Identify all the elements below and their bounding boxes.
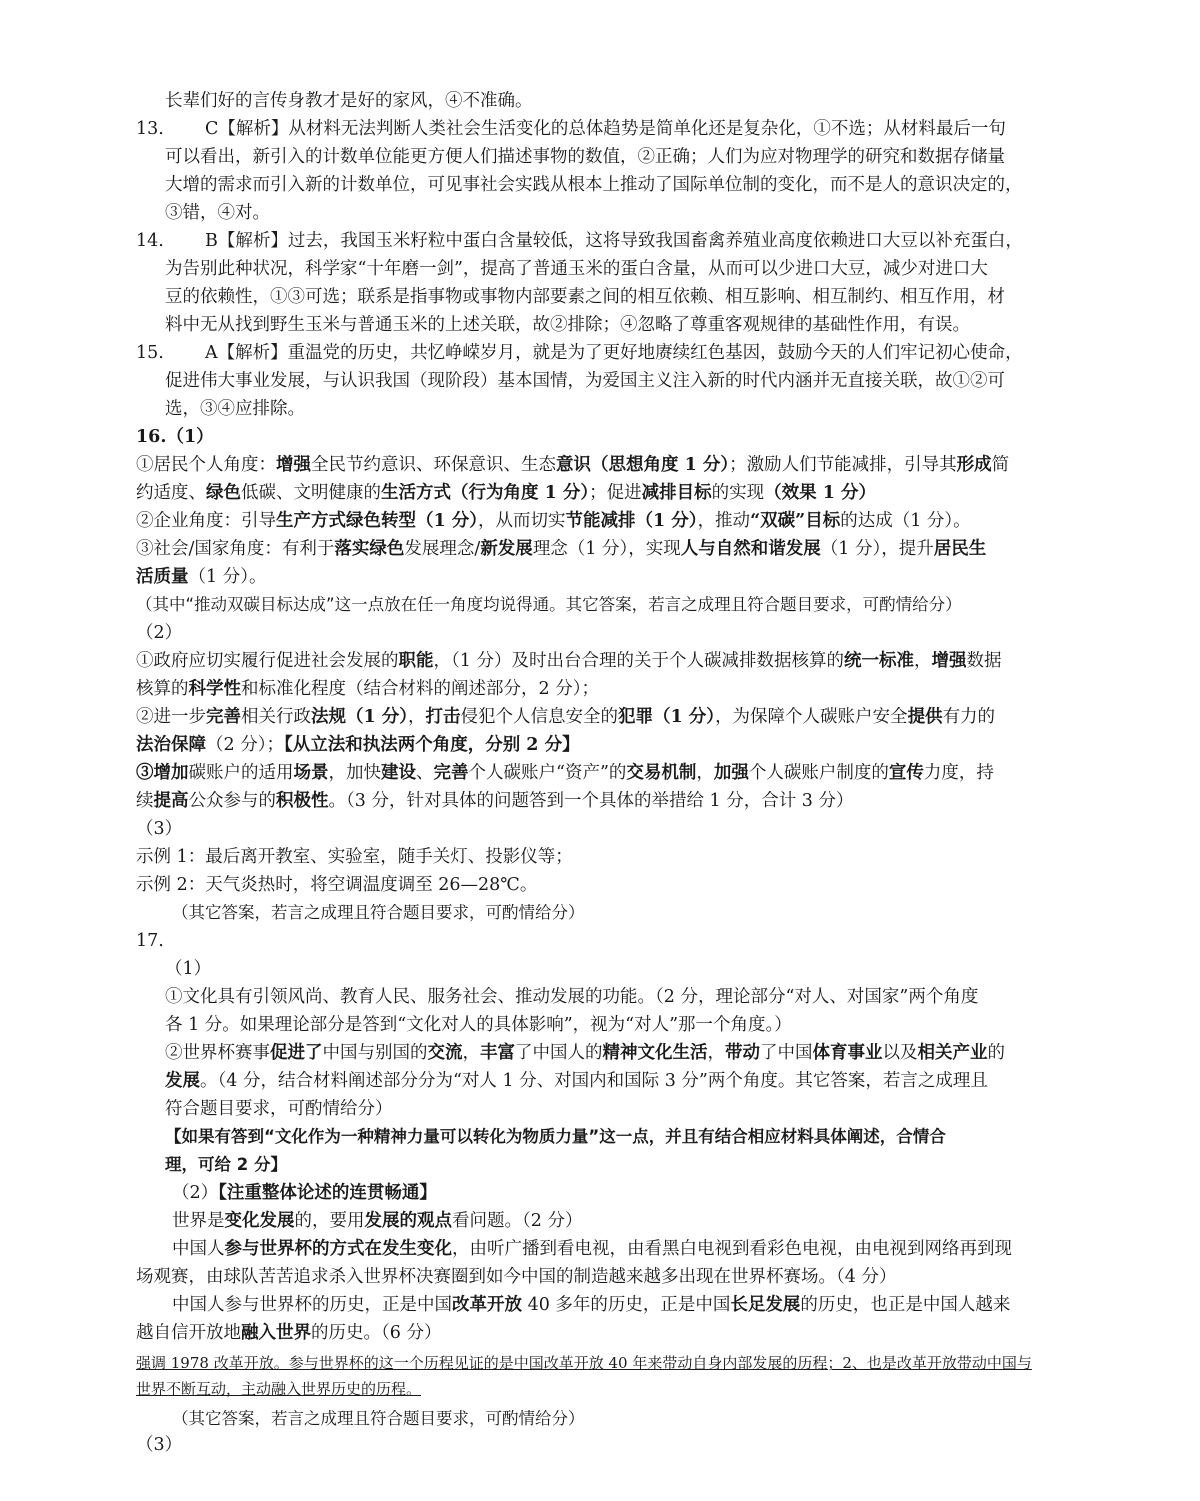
answer-17-2-line-3: 场观赛，由球队苦苦追求杀入世界杯决赛圈到如今中国的制造越来越多出现在世界杯赛场。（4 分） [136,1267,897,1287]
answer-16-3-note: （其它答案，若言之成理且符合题目要求，可酌情给分） [172,903,585,922]
answer-16-3-heading: （3） [136,819,183,839]
answer-15-line-1: A【解析】重温党的历史，共忆峥嵘岁月，就是为了更好地赓续红色基因，鼓励今天的人们牢记初心使命， [205,343,1023,363]
answer-16-1-note: （其中“推动双碳目标达成”这一点放在任一角度均说得通。其它答案，若言之成理且符合题目要求，可酌情给分） [136,595,962,614]
answer-17-1-line-5: 符合题目要求，可酌情给分） [165,1099,393,1119]
answer-14-line-3: 豆的依赖性，①③可选；联系是指事物或事物内部要素之间的相互依赖、相互影响、相互制约、相互作用，材 [165,287,1005,307]
answer-13-line-1: C【解析】从材料无法判断人类社会生活变化的总体趋势是简单化还是复杂化，①不选；从材料最后一句 [205,119,1006,139]
answer-17-2-underlined-note-2: 世界不断互动，主动融入世界历史的历程。 [136,1380,422,1398]
answer-17-1-bonus-line-2: 理，可给 2 分】 [165,1155,287,1174]
answer-13-line-2: 可以看出，新引入的计数单位能更方便人们描述事物的数值，②正确；人们为应对物理学的研究和数据存储量 [165,147,1005,167]
answer-17-1-heading: （1） [165,959,212,979]
answer-12-tail: 长辈们好的言传身教才是好的家风，④不准确。 [165,91,533,111]
answer-17-2-note: （其它答案，若言之成理且符合题目要求，可酌情给分） [172,1409,585,1428]
answer-16-1-line-5: 活质量（1 分）。 [136,567,267,587]
answer-17-2-line-2: 中国人参与世界杯的方式在发生变化，由听广播到看电视，由看黑白电视到看彩色电视，由电视到网络再到现 [172,1239,1012,1259]
answer-16-2-line-2: 核算的科学性和标准化程度（结合材料的阐述部分，2 分）； [136,679,599,699]
answer-17-1-line-3: ②世界杯赛事促进了中国与别国的交流，丰富了中国人的精神文化生活，带动了中国体育事业以及相关产业的 [165,1043,1005,1063]
answer-16-3-example-1: 示例 1：最后离开教室、实验室，随手关灯、投影仪等； [136,847,573,867]
answer-17-2-line-5: 越自信开放地融入世界的历史。（6 分） [136,1323,442,1343]
answer-16-2-line-5: ③增加碳账户的适用场景，加快建设、完善个人碳账户“资产”的交易机制，加强个人碳账户制度的宣传力度，持 [136,763,994,783]
answer-16-2-line-4: 法治保障（2 分）；【从立法和执法两个角度，分别 2 分】 [136,735,580,755]
answer-17-1-line-2: 各 1 分。如果理论部分是答到“文化对人的具体影响”，视为“对人”那一个角度。） [165,1015,792,1035]
answer-15-line-3: 选，③④应排除。 [165,399,305,419]
answer-16-2-line-1: ①政府应切实履行促进社会发展的职能，（1 分）及时出台合理的关于个人碳减排数据核算的统一标准，增强数据 [136,651,1002,671]
answer-17-2-underlined-note-1: 强调 1978 改革开放。参与世界杯的这一个历程见证的是中国改革开放 40 年来带动自身内部发展的历程；2、也是改革开放带动中国与 [136,1354,1032,1372]
answer-17-1-line-1: ①文化具有引领风尚、教育人民、服务社会、推动发展的功能。（2 分，理论部分“对人、对国家”两个角度 [165,987,979,1007]
answer-16-2-heading: （2） [136,623,183,643]
answer-13-number: 13. [136,119,164,139]
answer-17-2-line-1: 世界是变化发展的，要用发展的观点看问题。（2 分） [172,1211,583,1231]
answer-16-1-line-3: ②企业角度：引导生产方式绿色转型（1 分），从而切实节能减排（1 分），推动“双碳”目标的达成（1 分）。 [136,511,971,531]
answer-16-1-line-4: ③社会/国家角度：有利于落实绿色发展理念/新发展理念（1 分），实现人与自然和谐发展（1 分），提升居民生 [136,539,987,559]
answer-15-line-2: 促进伟大事业发展，与认识我国（现阶段）基本国情，为爱国主义注入新的时代内涵并无直接关联，故①②可 [165,371,1005,391]
answer-15-number: 15. [136,343,164,363]
answer-17-heading: 17. [136,931,164,951]
answer-16-heading: 16.（1） [136,427,214,447]
answer-17-2-line-4: 中国人参与世界杯的历史，正是中国改革开放 40 多年的历史，正是中国长足发展的历史，也正是中国人越来 [172,1295,1011,1315]
answer-16-1-line-2: 约适度、绿色低碳、文明健康的生活方式（行为角度 1 分）；促进减排目标的实现（效果 1 分） [136,483,876,503]
answer-13-line-3: 大增的需求而引入新的计数单位，可见事社会实践从根本上推动了国际单位制的变化，而不是人的意识决定的， [165,175,1023,195]
answer-17-1-line-4: 发展。（4 分，结合材料阐述部分分为“对人 1 分、对国内和国际 3 分”两个角度。其它答案，若言之成理且 [165,1071,988,1091]
answer-16-2-line-3: ②进一步完善相关行政法规（1 分），打击侵犯个人信息安全的犯罪（1 分），为保障个人碳账户安全提供有力的 [136,707,996,727]
answer-17-1-bonus-line-1: 【如果有答到“文化作为一种精神力量可以转化为物质力量”这一点，并且有结合相应材料具体阐述，合情合 [165,1127,946,1146]
answer-14-line-2: 为告别此种状况，科学家“十年磨一剑”，提高了普通玉米的蛋白含量，从而可以少进口大豆，减少对进口大 [165,259,988,279]
answer-16-1-line-1: ①居民个人角度：增强全民节约意识、环保意识、生态意识（思想角度 1 分）；激励人们节能减排，引导其形成简 [136,455,1010,475]
answer-14-line-4: 料中无从找到野生玉米与普通玉米的上述关联，故②排除；④忽略了尊重客观规律的基础性作用，有误。 [165,315,970,335]
answer-17-2-heading: （2）【注重整体论述的连贯畅通】 [172,1183,437,1203]
answer-14-number: 14. [136,231,164,251]
answer-17-3-heading: （3） [136,1435,183,1455]
answer-13-line-4: ③错，④对。 [165,203,270,223]
answer-16-2-line-6: 续提高公众参与的积极性。（3 分，针对具体的问题答到一个具体的举措给 1 分，合计 3 分） [136,791,854,811]
answer-16-3-example-2: 示例 2：天气炎热时，将空调温度调至 26—28℃。 [136,875,538,895]
answer-14-line-1: B【解析】过去，我国玉米籽粒中蛋白含量较低，这将导致我国畜禽养殖业高度依赖进口大豆以补充蛋白， [205,231,1023,251]
